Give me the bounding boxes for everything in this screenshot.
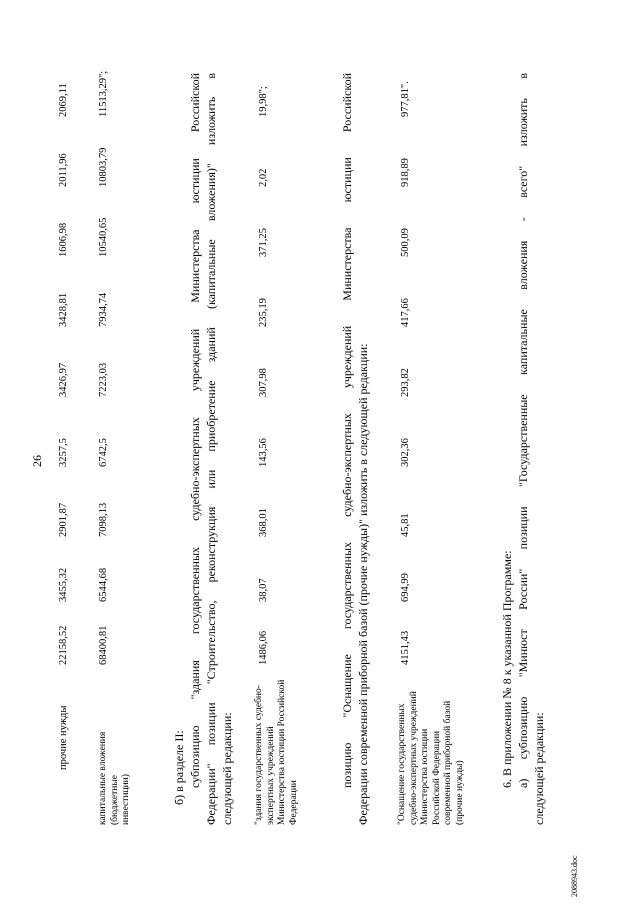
table-cell: 68400,81 [98, 625, 109, 665]
table-cell: 235,19 [258, 298, 269, 327]
table-cell: 10803,79 [98, 147, 109, 187]
section-b-line1: субпозицию "здания государственных судебно-экспертных учреждений Министерства юстиции Российской [188, 73, 202, 788]
table-cell: 1606,98 [58, 222, 69, 257]
table-cell: 22158,52 [58, 625, 69, 665]
table-cell: 3257,5 [58, 438, 69, 467]
row-label-zdaniya: "здания государственных судебно-экспертных учреждений Министерства юстиции Российской Федерации [254, 679, 299, 825]
table-cell: 6544,68 [98, 567, 109, 602]
item6-line2: следующей редакции: [532, 712, 546, 825]
row-label-prochie-nuzhdy: прочие нужды [58, 705, 69, 770]
table-cell: 368,01 [258, 508, 269, 537]
table-cell: 7223,03 [98, 362, 109, 397]
table-cell: 4151,43 [400, 630, 411, 665]
table-cell: 143,56 [258, 438, 269, 467]
table-cell: 307,98 [258, 368, 269, 397]
table-cell: 371,25 [258, 228, 269, 257]
table-cell: 38,07 [258, 578, 269, 602]
table-cell: 694,99 [400, 573, 411, 602]
table-cell: 6742,5 [98, 438, 109, 467]
table-cell: 918,89 [400, 158, 411, 187]
row-label-kapitalnye-vlozheniya: капитальные вложения (бюджетные инвестиции) [98, 731, 131, 825]
table-cell: 45,81 [400, 513, 411, 537]
row-label-osnashenie: "Оснащение государственных судебно-экспертных учреждений Министерства юстиции Российской Федерации современной приборной базой (прочие нужды) [397, 691, 465, 825]
section-b-line2: Федерации" позиции "Строительство, реконструкция или приобретение зданий (капитальные вложения)" изложить в [204, 73, 218, 825]
position-para-line1: позицию "Оснащение государственных судебно-экспертных учреждений Министерства юстиции Российской [340, 73, 354, 788]
table-cell: 3428,81 [58, 292, 69, 327]
table-cell: 2,02 [258, 168, 269, 187]
table-cell: 302,36 [400, 438, 411, 467]
section-b-line3: следующей редакции: [220, 712, 234, 825]
table-cell: 2901,87 [58, 502, 69, 537]
position-para-line2: Федерации современной приборной базой (прочие нужды)" изложить в следующей редакции: [356, 343, 370, 825]
table-cell: 500,09 [400, 228, 411, 257]
document-id: 2088943.doc [570, 855, 579, 897]
table-cell: 3426,97 [58, 362, 69, 397]
table-cell: 3455,32 [58, 567, 69, 602]
table-cell: 2069,11 [58, 83, 69, 117]
table-cell: 10540,65 [98, 217, 109, 257]
table-cell: 977,81". [400, 81, 411, 117]
item6-line1: а) субпозицию "Минюст России" позиции "Государственные капитальные вложения - всего" изложить в [516, 73, 530, 788]
page-number: 26 [30, 455, 44, 467]
item6-heading: 6. В приложении № 8 к указанной Программе: [500, 550, 514, 788]
table-cell: 11513,29"; [98, 70, 109, 117]
section-b-heading: б) в разделе II: [172, 730, 186, 805]
table-cell: 293,82 [400, 368, 411, 397]
table-cell: 1486,06 [258, 630, 269, 665]
table-cell: 7098,13 [98, 502, 109, 537]
table-cell: 2011,96 [58, 153, 69, 187]
table-cell: 19,98"; [258, 86, 269, 117]
table-cell: 417,66 [400, 298, 411, 327]
table-cell: 7934,74 [98, 292, 109, 327]
